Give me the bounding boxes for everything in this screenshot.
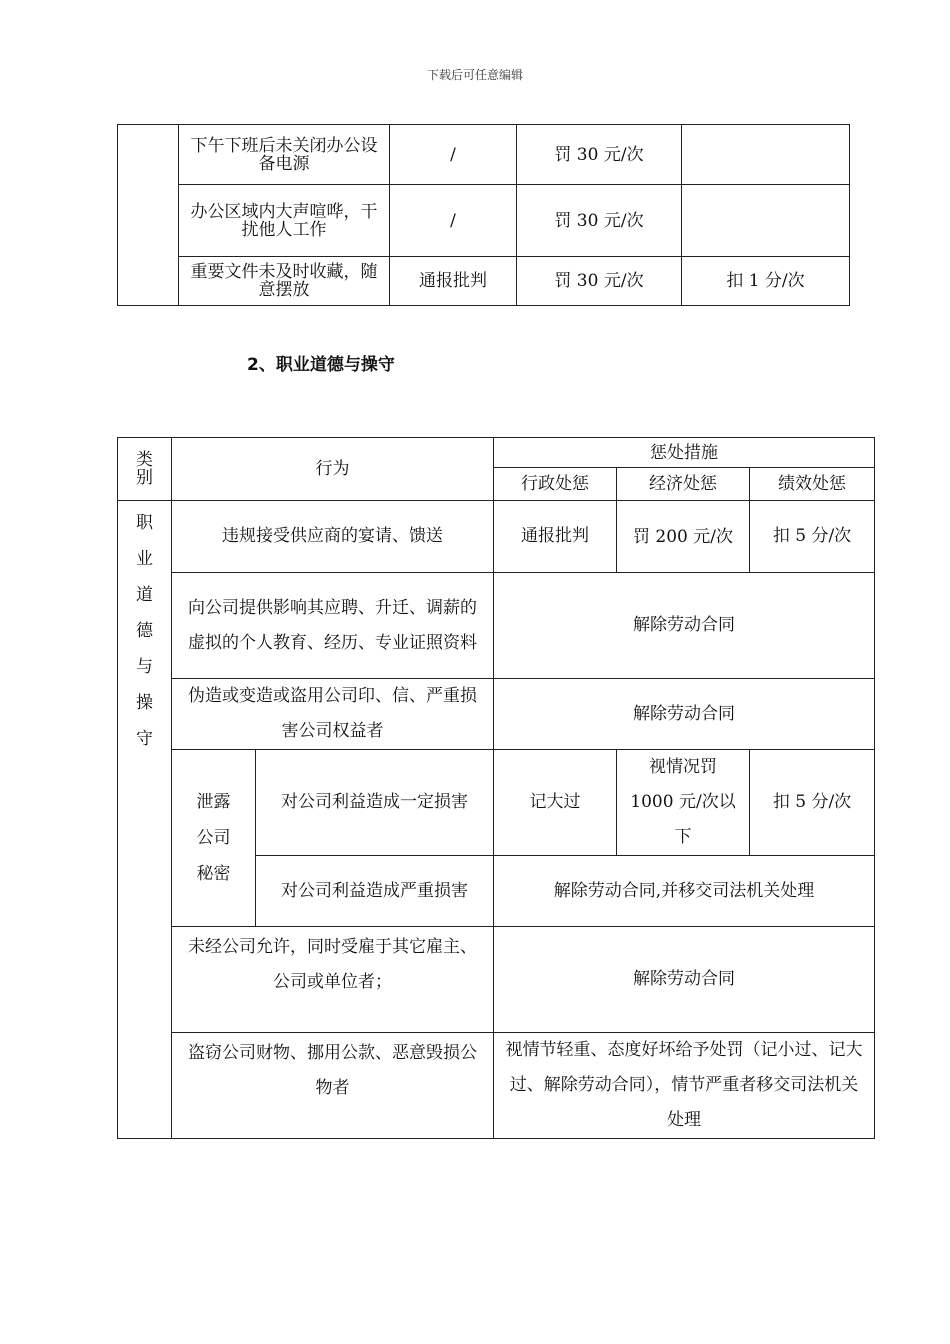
ethics-table: [117, 437, 875, 1139]
economic-penalty-cell: 视情况罚 1000 元/次以下: [617, 750, 750, 856]
header-behavior: 行为: [172, 438, 494, 501]
behavior-cell: 伪造或变造或盗用公司印、信、严重损害公司权益者: [172, 679, 494, 750]
behavior-cell: 违规接受供应商的宴请、馈送: [172, 501, 494, 573]
table-row: [118, 927, 875, 1033]
behavior-cell: 向公司提供影响其应聘、升迁、调薪的虚拟的个人教育、经历、专业证照资料: [172, 573, 494, 679]
measure-cell: 解除劳动合同: [494, 679, 875, 750]
performance-penalty-cell: [682, 185, 850, 257]
table-row: [118, 679, 875, 750]
behavior-cell: 办公区域内大声喧哗，干扰他人工作: [179, 185, 390, 257]
measure-cell: 视情节轻重、态度好坏给予处罚（记小过、记大过、解除劳动合同），情节严重者移交司法机关处理: [494, 1033, 875, 1139]
behavior-cell: 对公司利益造成一定损害: [256, 750, 494, 856]
behavior-cell: 未经公司允许，同时受雇于其它雇主、公司或单位者；: [172, 927, 494, 1033]
table-row: [118, 1033, 875, 1139]
table-row: [118, 573, 875, 679]
header-economic: 经济处惩: [617, 468, 750, 501]
category-cell: [118, 125, 179, 306]
admin-penalty-cell: /: [390, 125, 517, 185]
performance-penalty-cell: 扣 5 分/次: [750, 501, 875, 573]
performance-penalty-cell: 扣 5 分/次: [750, 750, 875, 856]
behavior-cell: 下午下班后未关闭办公设备电源: [179, 125, 390, 185]
rules-table-continued: [117, 124, 850, 306]
header-admin: 行政处惩: [494, 468, 617, 501]
behavior-cell: 重要文件未及时收藏，随意摆放: [179, 257, 390, 306]
admin-penalty-cell: /: [390, 185, 517, 257]
economic-penalty-cell: 罚 30 元/次: [517, 125, 682, 185]
measure-cell: 解除劳动合同: [494, 573, 875, 679]
measure-cell: 解除劳动合同: [494, 927, 875, 1033]
admin-penalty-cell: 通报批判: [494, 501, 617, 573]
header-performance: 绩效处惩: [750, 468, 875, 501]
table-row: [118, 185, 850, 257]
table-row: [118, 501, 875, 573]
secret-label-cell: 泄露公司秘密: [172, 750, 256, 927]
measure-cell: 解除劳动合同,并移交司法机关处理: [494, 856, 875, 927]
behavior-cell: 盗窃公司财物、挪用公款、恶意毁损公物者: [172, 1033, 494, 1139]
header-category: 类别: [118, 438, 172, 501]
page-header: 下载后可任意编辑: [426, 68, 523, 82]
admin-penalty-cell: 记大过: [494, 750, 617, 856]
table-row: [118, 257, 850, 306]
table-header-row: [118, 438, 875, 468]
performance-penalty-cell: 扣 1 分/次: [682, 257, 850, 306]
performance-penalty-cell: [682, 125, 850, 185]
header-measures: 惩处措施: [494, 438, 875, 468]
category-cell: 职业道德与操守: [118, 501, 172, 1139]
table-row: [118, 750, 875, 856]
economic-penalty-cell: 罚 200 元/次: [617, 501, 750, 573]
section-title: 2、职业道德与操守: [247, 355, 395, 375]
behavior-cell: 对公司利益造成严重损害: [256, 856, 494, 927]
admin-penalty-cell: 通报批判: [390, 257, 517, 306]
economic-penalty-cell: 罚 30 元/次: [517, 185, 682, 257]
table-row: [118, 125, 850, 185]
economic-penalty-cell: 罚 30 元/次: [517, 257, 682, 306]
